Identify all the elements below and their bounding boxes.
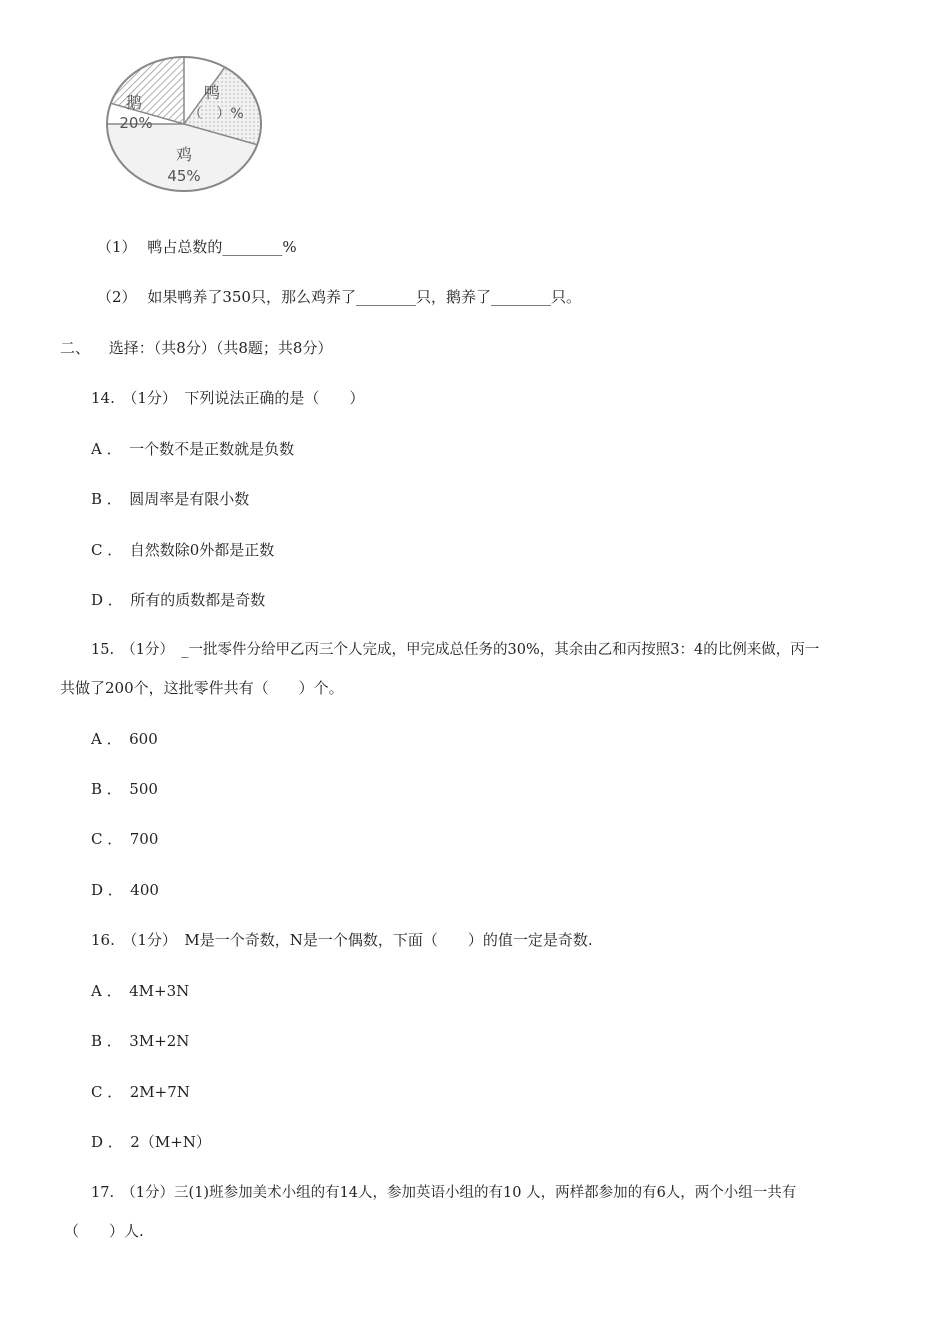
question-16-option-a: A ． 4M+3N xyxy=(91,982,190,1000)
sub-question-1-text: 鸭占总数的________% xyxy=(147,238,297,256)
section-number: 二、 xyxy=(60,339,91,357)
question-15-option-a: A ． 600 xyxy=(91,730,158,748)
sub-question-2-num: （2） xyxy=(97,288,137,306)
pie-label-chicken: 鸡 xyxy=(175,145,193,164)
sub-question-1 xyxy=(97,237,297,257)
question-15-stem-line2: 共做了200个，这批零件共有（ ）个。 xyxy=(60,679,344,697)
question-16-option-c: C ． 2M+7N xyxy=(91,1083,190,1101)
section-title: 选择：（共8分）（共8题；共8分） xyxy=(108,339,333,357)
question-15-option-d: D ． 400 xyxy=(91,881,159,899)
pie-label-duck: 鸭 xyxy=(203,83,221,102)
question-17-stem-line1: 17. （1分）三(1)班参加美术小组的有14人，参加英语小组的有10 人，两样都参加的有6人，两个小组一共有 xyxy=(91,1185,797,1201)
question-17-stem-line2: （ ）人. xyxy=(64,1222,144,1240)
question-15-option-c: C ． 700 xyxy=(91,830,159,848)
question-14-option-c: C ． 自然数除0外都是正数 xyxy=(91,541,275,559)
question-14-option-d: D ． 所有的质数都是奇数 xyxy=(91,591,266,609)
pie-value-goose: 20% xyxy=(119,114,153,132)
question-16-option-b: B ． 3M+2N xyxy=(91,1032,190,1050)
pie-label-goose: 鹅 xyxy=(125,93,143,112)
question-15-option-b: B ． 500 xyxy=(91,780,158,798)
pie-chart xyxy=(104,56,264,206)
sub-question-2 xyxy=(97,287,581,307)
sub-question-2-text: 如果鸭养了350只，那么鸡养了________只，鹅养了________只。 xyxy=(147,288,581,306)
question-16-stem: 16. （1分） M是一个奇数，N是一个偶数，下面（ ）的值一定是奇数. xyxy=(91,931,593,949)
sub-question-1-num: （1） xyxy=(97,238,137,256)
question-16-option-d: D ． 2（M+N） xyxy=(91,1133,211,1151)
question-14-option-b: B ． 圆周率是有限小数 xyxy=(91,490,250,508)
question-15-stem-line1: 15. （1分） _一批零件分给甲乙丙三个人完成，甲完成总任务的30%，其余由乙和丙按照3：4的比例来做，丙一 xyxy=(91,642,820,658)
pie-value-chicken: 45% xyxy=(167,167,201,185)
pie-value-duck: （ ）% xyxy=(188,106,244,122)
section-header xyxy=(60,338,332,358)
question-14-stem: 14. （1分） 下列说法正确的是（ ） xyxy=(91,389,365,407)
question-14-option-a: A ． 一个数不是正数就是负数 xyxy=(91,440,295,458)
